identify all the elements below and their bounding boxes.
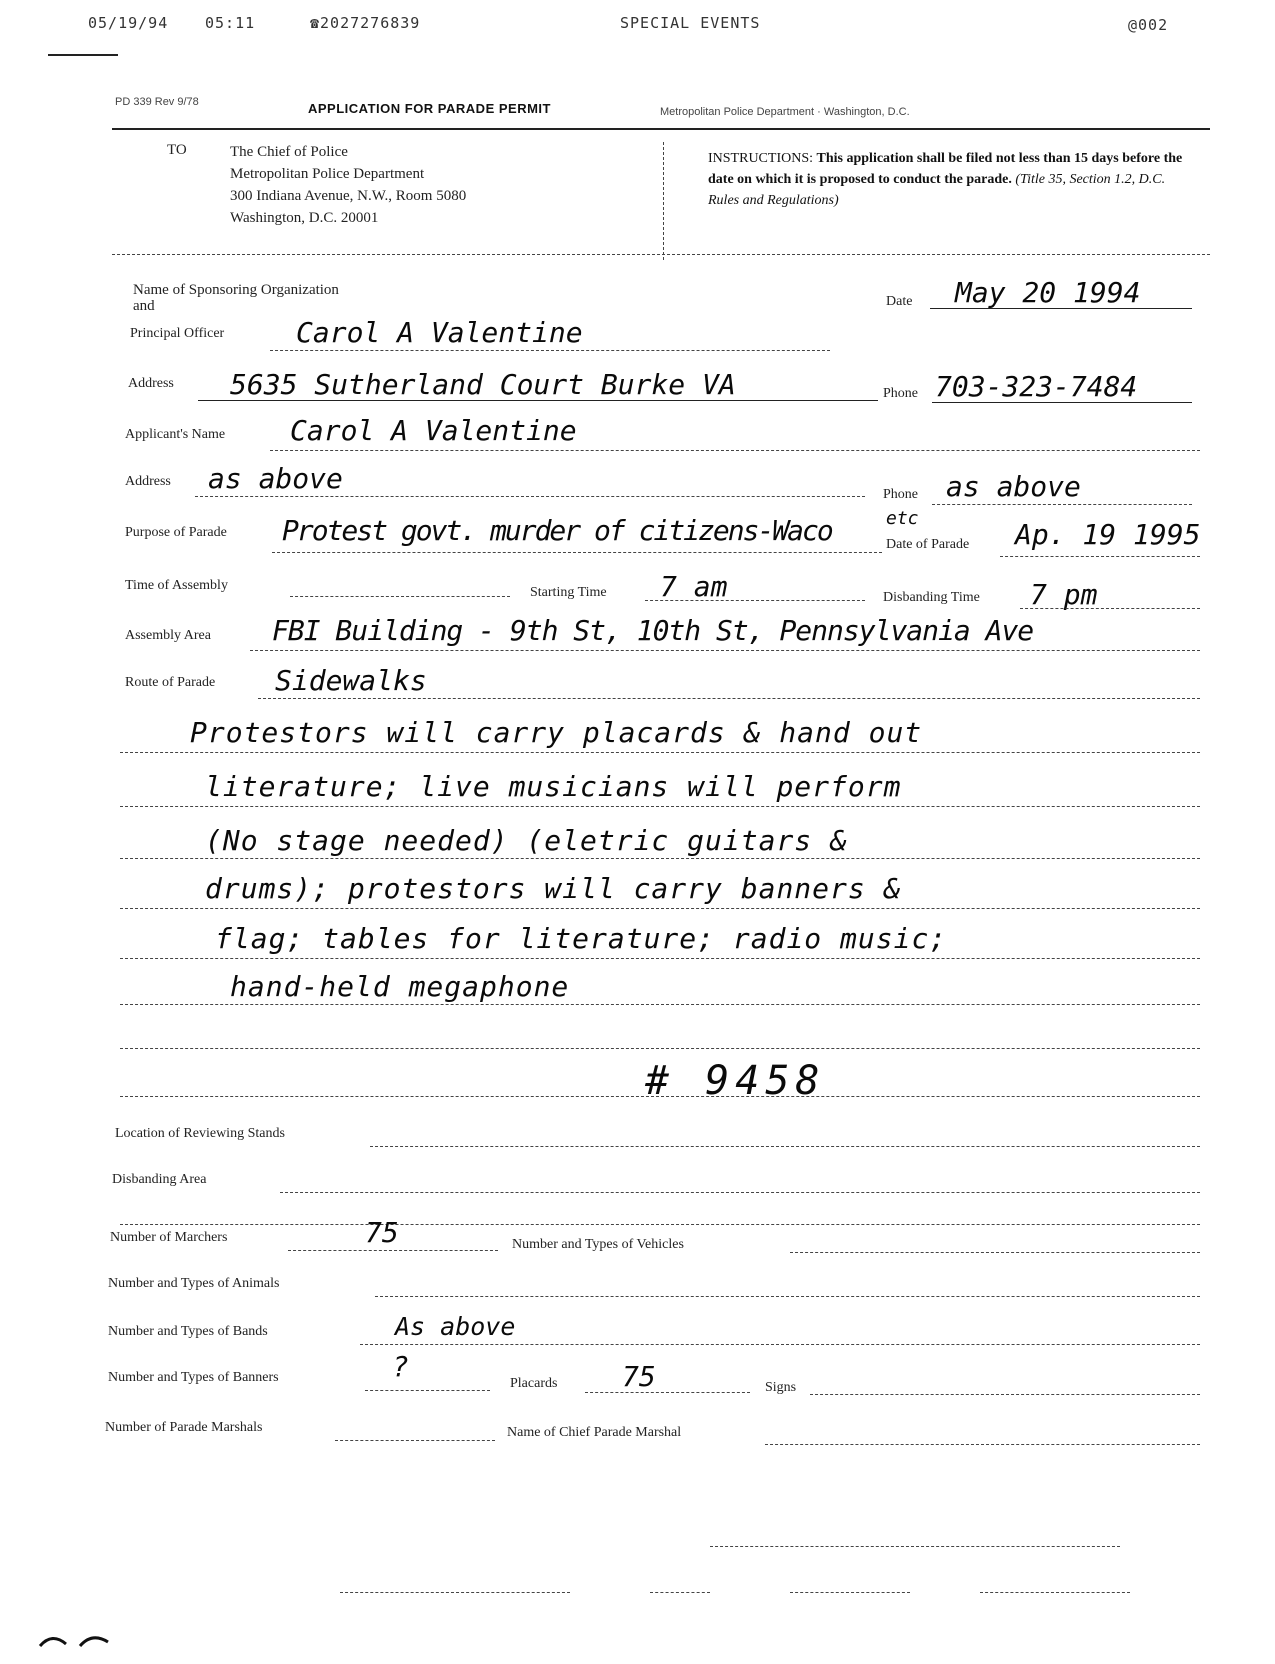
form-title: APPLICATION FOR PARADE PERMIT — [308, 101, 551, 116]
description-rule-5 — [120, 958, 1200, 959]
placards-line — [585, 1392, 750, 1393]
disbanding-time-line — [1020, 608, 1200, 609]
starting-time-label: Starting Time — [530, 585, 607, 600]
parade-marshals-label: Number of Parade Marshals — [105, 1420, 263, 1435]
fax-department: SPECIAL EVENTS — [620, 14, 761, 32]
date-of-parade-value: Ap. 19 1995 — [1015, 518, 1201, 551]
vehicles-label: Number and Types of Vehicles — [512, 1237, 684, 1252]
street-address: 300 Indiana Avenue, N.W., Room 5080 — [230, 188, 467, 204]
phone-label: Phone — [883, 386, 918, 401]
applicant-phone-label: Phone — [883, 487, 918, 502]
address-label: Address — [128, 376, 174, 391]
chief-of-police: The Chief of Police — [230, 144, 348, 160]
starting-time-value: 7 am — [660, 570, 728, 603]
footer-line-4 — [980, 1592, 1130, 1593]
date-line — [930, 308, 1192, 309]
description-rule-2 — [120, 806, 1200, 807]
starting-time-line — [645, 600, 865, 601]
bands-label: Number and Types of Bands — [108, 1324, 268, 1339]
description-line-2: literature; live musicians will perform — [205, 770, 902, 803]
fax-time: 05:11 — [205, 14, 256, 32]
principal-officer-value: Carol A Valentine — [296, 316, 583, 349]
signs-label: Signs — [765, 1380, 797, 1395]
principal-officer-label: Principal Officer — [130, 326, 225, 341]
footer-line-3 — [790, 1592, 910, 1593]
animals-label: Number and Types of Animals — [108, 1276, 280, 1291]
reviewing-stands-label: Location of Reviewing Stands — [115, 1126, 285, 1141]
banners-label: Number and Types of Banners — [108, 1370, 279, 1385]
instructions-text: This application shall be filed not less than 15 days before the date on which it is proposed to conduct the parade. — [708, 151, 1183, 187]
description-line-1: Protestors will carry placards & hand out — [190, 716, 923, 749]
vehicles-line — [790, 1252, 1200, 1253]
date-value: May 20 1994 — [955, 276, 1141, 309]
applicant-phone-value: as above — [946, 470, 1081, 503]
address-value: 5635 Sutherland Court Burke VA — [230, 368, 736, 401]
description-rule-1 — [120, 752, 1200, 753]
header-rule — [112, 254, 1210, 255]
date-label: Date — [886, 294, 913, 309]
chief-marshal-label: Name of Chief Parade Marshal — [507, 1425, 682, 1440]
purpose-value: Protest govt. murder of citizens-Waco — [282, 514, 832, 547]
instructions-citation: (Title 35, Section 1.2, D.C. Rules and Regulations) — [708, 172, 1166, 208]
assembly-area-value: FBI Building - 9th St, 10th St, Pennsylvania Ave — [272, 614, 1034, 647]
applicant-label: Applicant's Name — [125, 427, 226, 442]
assembly-area-line — [250, 650, 1200, 651]
assembly-area-label: Assembly Area — [125, 628, 211, 643]
principal-officer-line — [270, 350, 830, 351]
description-line-4: drums); protestors will carry banners & — [205, 872, 902, 905]
description-line-5: flag; tables for literature; radio music; — [215, 922, 948, 955]
description-line-6: hand-held megaphone — [230, 970, 570, 1003]
applicant-phone-line — [932, 504, 1192, 505]
description-rule-8 — [120, 1096, 1200, 1097]
disbanding-area-line — [280, 1192, 1200, 1193]
banners-value: ? — [392, 1350, 409, 1383]
city-state: Washington, D.C. 20001 — [230, 210, 379, 226]
sponsoring-org-label: Name of Sponsoring Organization — [133, 282, 339, 298]
instructions-heading: INSTRUCTIONS: — [708, 151, 814, 166]
applicant-value: Carol A Valentine — [290, 414, 577, 447]
parade-marshals-line — [335, 1440, 495, 1441]
time-of-assembly-line — [290, 596, 510, 597]
applicant-address-value: as above — [208, 462, 343, 495]
corner-mark — [30, 1626, 120, 1656]
placards-value: 75 — [622, 1360, 656, 1393]
footer-line-1 — [340, 1592, 570, 1593]
fax-phone: ☎2027276839 — [310, 14, 421, 32]
description-rule-6 — [120, 1004, 1200, 1005]
signs-line — [810, 1394, 1200, 1395]
and-label: and — [133, 298, 155, 314]
banners-line — [365, 1390, 490, 1391]
description-rule-3 — [120, 858, 1200, 859]
instructions — [708, 148, 1188, 211]
disbanding-time-value: 7 pm — [1030, 578, 1098, 611]
marchers-label: Number of Marchers — [110, 1230, 228, 1245]
marchers-value: 75 — [365, 1216, 399, 1249]
marchers-line — [288, 1250, 498, 1251]
disbanding-time-label: Disbanding Time — [883, 590, 980, 605]
description-rule-7 — [120, 1048, 1200, 1049]
footer-line-2 — [650, 1592, 710, 1593]
route-label: Route of Parade — [125, 675, 216, 690]
purpose-line — [272, 552, 882, 553]
applicant-address-label: Address — [125, 474, 171, 489]
phone-value: 703-323-7484 — [935, 370, 1138, 403]
form-number: PD 339 Rev 9/78 — [115, 96, 199, 108]
address-line — [198, 400, 878, 401]
animals-line — [375, 1296, 1200, 1297]
fax-page-number: @002 — [1128, 16, 1169, 34]
disbanding-area-label: Disbanding Area — [112, 1172, 207, 1187]
applicant-line — [270, 450, 1200, 451]
chief-marshal-line — [765, 1444, 1200, 1445]
fax-date: 05/19/94 — [88, 14, 169, 32]
route-line — [258, 698, 1200, 699]
placards-label: Placards — [510, 1376, 558, 1391]
date-of-parade-label: Date of Parade — [886, 537, 970, 552]
purpose-label: Purpose of Parade — [125, 525, 227, 540]
signature-line — [710, 1546, 1120, 1547]
title-rule — [112, 128, 1210, 130]
applicant-address-line — [195, 496, 865, 497]
header-mark — [48, 54, 118, 56]
phone-line — [932, 402, 1192, 403]
to-label: TO — [167, 142, 187, 158]
permit-number: # 9458 — [645, 1058, 826, 1104]
block-divider — [663, 142, 664, 260]
description-rule-4 — [120, 908, 1200, 909]
disbanding-area-line-2 — [120, 1224, 1200, 1225]
purpose-etc: etc — [886, 508, 919, 529]
police-department: Metropolitan Police Department — [230, 166, 425, 182]
form-issuer: Metropolitan Police Department · Washington, D.C. — [660, 106, 910, 118]
bands-line — [360, 1344, 1200, 1345]
reviewing-stands-line — [370, 1146, 1200, 1147]
bands-value: As above — [395, 1312, 516, 1341]
date-of-parade-line — [1000, 556, 1200, 557]
description-line-3: (No stage needed) (eletric guitars & — [205, 824, 848, 857]
time-of-assembly-label: Time of Assembly — [125, 578, 228, 593]
route-value: Sidewalks — [275, 664, 427, 697]
